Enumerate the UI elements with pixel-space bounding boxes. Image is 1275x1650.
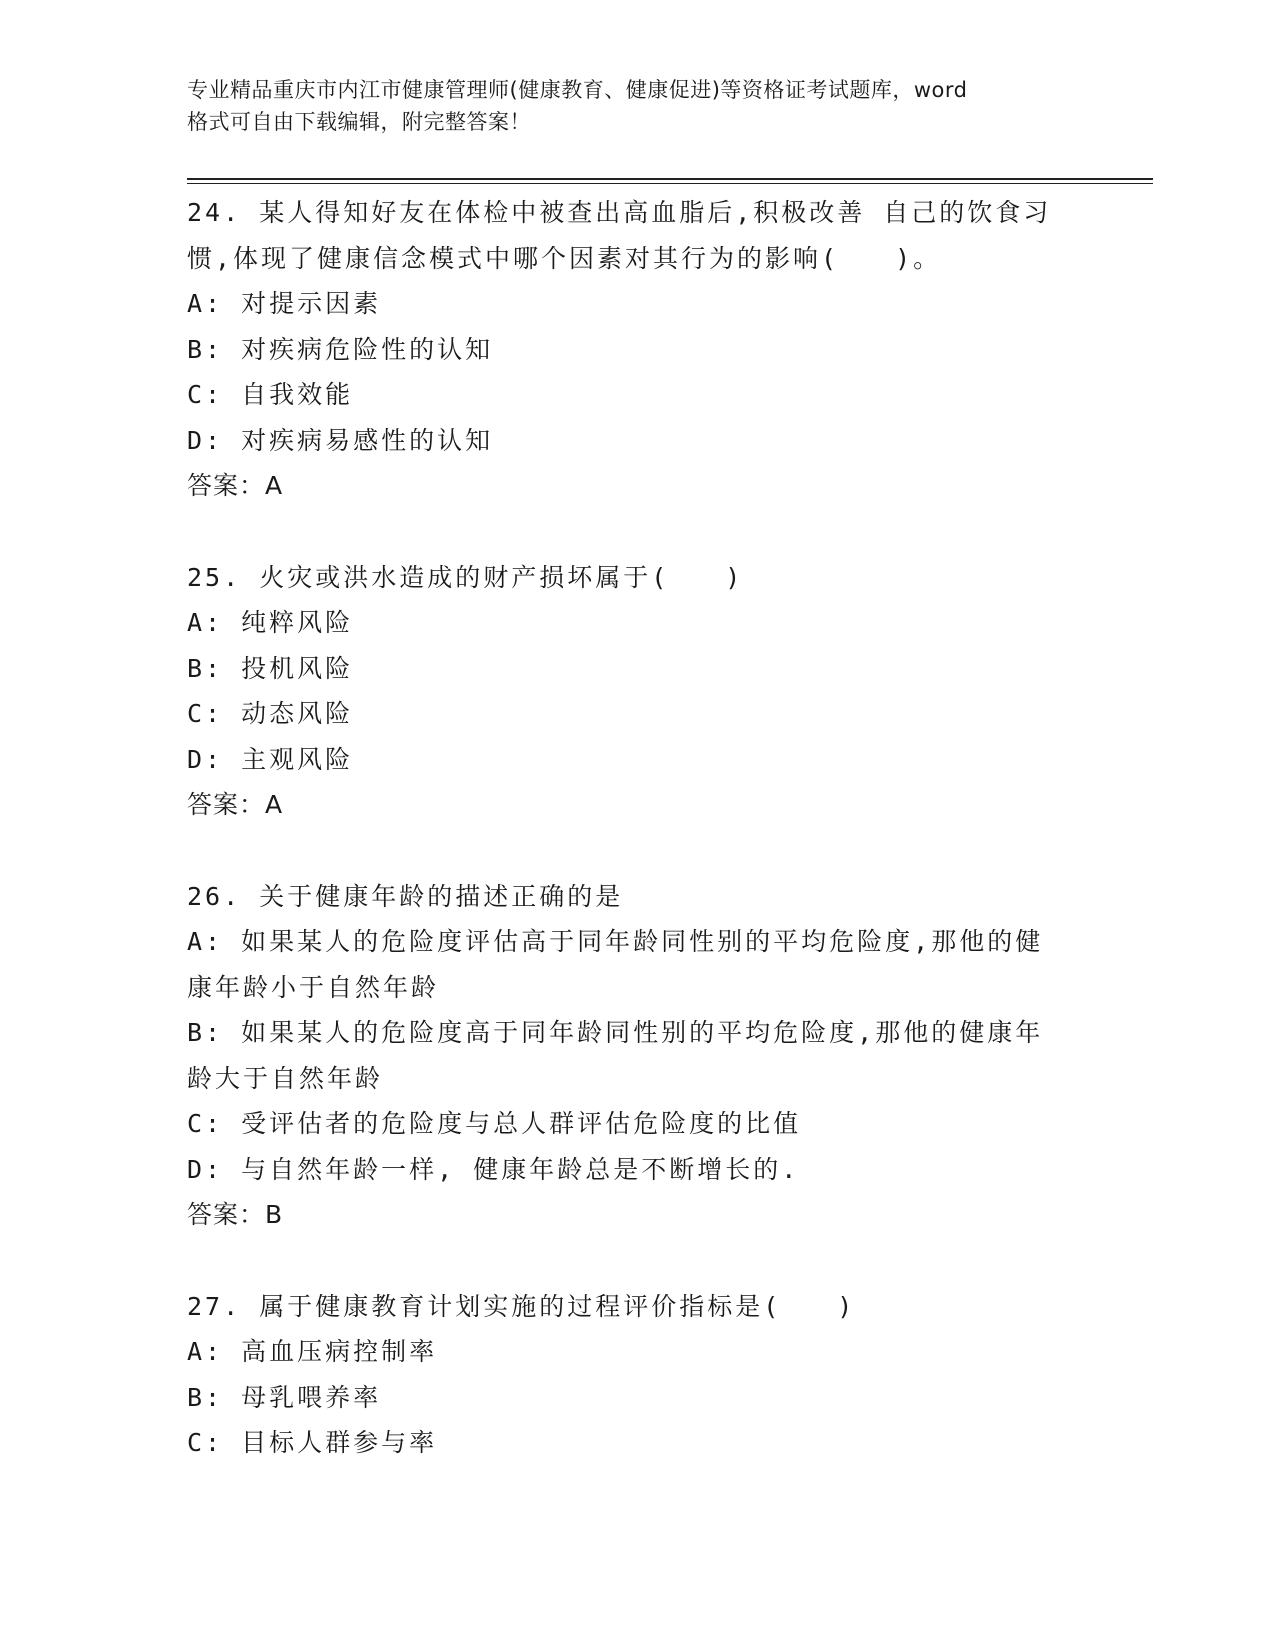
option-b: B: 母乳喂养率 xyxy=(187,1382,382,1412)
option-a: A: 纯粹风险 xyxy=(187,608,354,637)
document-header xyxy=(187,74,1087,138)
option-b-continued: 龄大于自然年龄 xyxy=(187,1063,384,1093)
header-divider-thin xyxy=(187,183,1153,184)
option-a-continued: 康年龄小于自然年龄 xyxy=(187,972,440,1002)
option-d: D: 对疾病易感性的认知 xyxy=(187,425,494,455)
question-text: 25. 火灾或洪水造成的财产损坏属于( ) xyxy=(187,562,744,592)
option-c: C: 自我效能 xyxy=(187,380,354,409)
answer-label: 答案：B xyxy=(187,1200,284,1229)
option-a: A: 对提示因素 xyxy=(187,289,382,318)
question-text: 24. 某人得知好友在体检中被查出高血脂后,积极改善 自己的饮食习 xyxy=(187,198,1052,227)
question-text: 26. 关于健康年龄的描述正确的是 xyxy=(187,881,624,911)
option-b: B: 如果某人的危险度高于同年龄同性别的平均危险度,那他的健康年 xyxy=(187,1018,1044,1047)
option-c: C: 动态风险 xyxy=(187,699,354,728)
question-27 xyxy=(187,1284,1067,1466)
header-divider-thick xyxy=(187,178,1153,180)
option-d: D: 与自然年龄一样, 健康年龄总是不断增长的. xyxy=(187,1154,800,1184)
option-b: B: 投机风险 xyxy=(187,653,354,683)
answer-label: 答案：A xyxy=(187,471,284,500)
question-25 xyxy=(187,555,1067,828)
option-a: A: 高血压病控制率 xyxy=(187,1337,438,1366)
option-d: D: 主观风险 xyxy=(187,744,354,774)
question-text: 27. 属于健康教育计划实施的过程评价指标是( ) xyxy=(187,1291,856,1321)
header-line-2: 格式可自由下载编辑，附完整答案！ xyxy=(187,110,531,134)
option-b: B: 对疾病危险性的认知 xyxy=(187,334,494,364)
question-list xyxy=(187,190,1067,1512)
question-text: 惯,体现了健康信念模式中哪个因素对其行为的影响( )。 xyxy=(187,243,942,273)
option-c: C: 受评估者的危险度与总人群评估危险度的比值 xyxy=(187,1109,802,1138)
header-line-1: 专业精品重庆市内江市健康管理师(健康教育、健康促进)等资格证考试题库，word xyxy=(187,78,968,102)
option-c: C: 目标人群参与率 xyxy=(187,1428,438,1457)
answer-label: 答案：A xyxy=(187,790,284,819)
question-26 xyxy=(187,874,1067,1238)
option-a: A: 如果某人的危险度评估高于同年龄同性别的平均危险度,那他的健 xyxy=(187,927,1044,956)
question-24 xyxy=(187,190,1067,509)
